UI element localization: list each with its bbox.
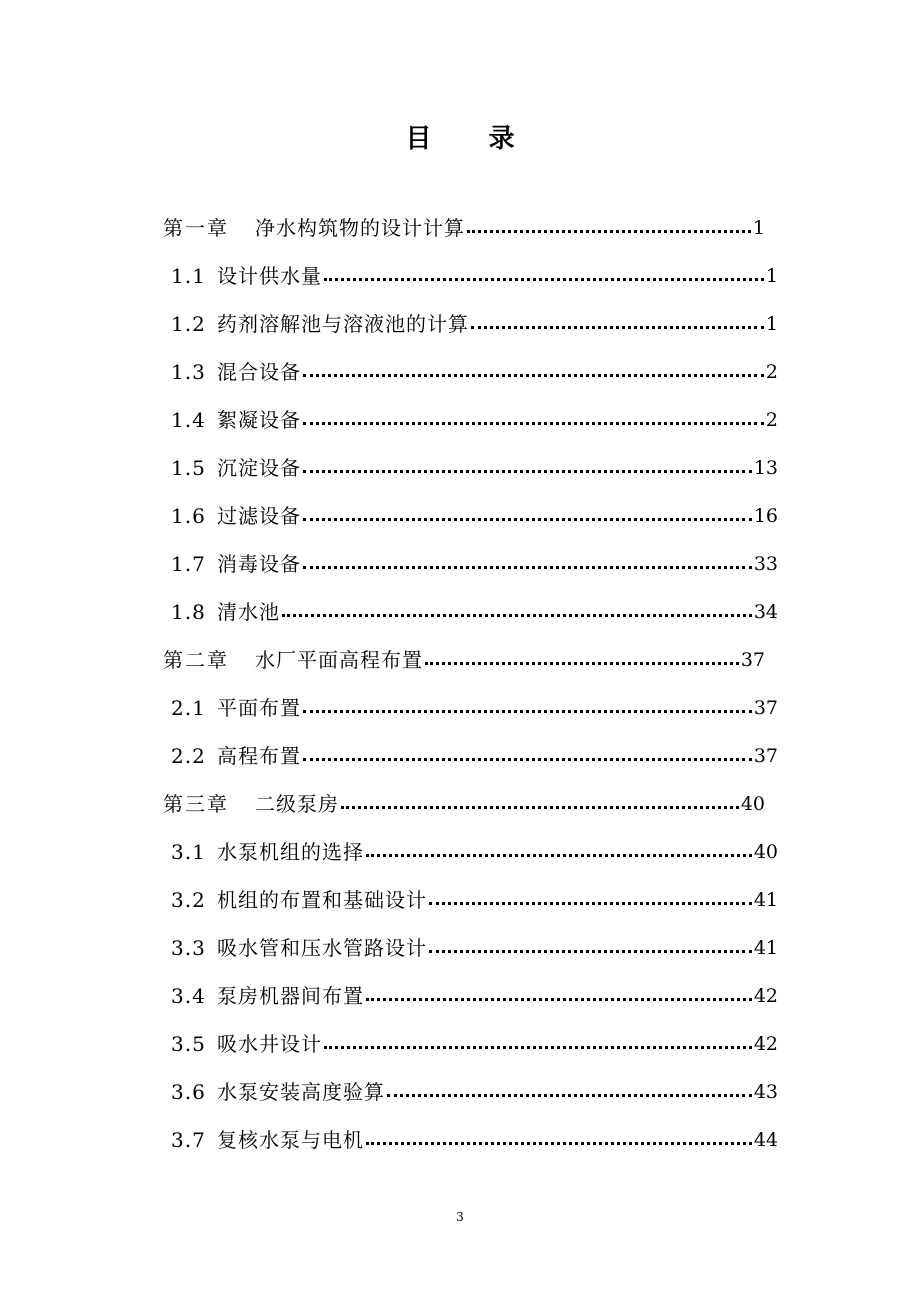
toc-entry-page: 1 <box>765 265 778 287</box>
toc-entry-label: 水泵机组的选择 <box>217 840 364 864</box>
toc-entry-number: 1.2 <box>171 312 206 336</box>
toc-entry-page: 43 <box>753 1081 778 1103</box>
toc-entry-page: 40 <box>740 793 765 815</box>
toc-entry-number: 3.4 <box>171 984 206 1008</box>
toc-entry-label: 药剂溶解池与溶液池的计算 <box>217 312 469 336</box>
page-title: 目 录 <box>405 124 539 154</box>
toc-entry-number: 3.2 <box>171 888 206 912</box>
toc-dot-leader <box>303 453 752 483</box>
toc-entry-label: 净水构筑物的设计计算 <box>255 216 465 240</box>
toc-entry-page: 41 <box>753 937 778 959</box>
toc-entry-page: 37 <box>740 649 765 671</box>
toc-entry-label: 机组的布置和基础设计 <box>217 888 427 912</box>
toc-entry-label: 设计供水量 <box>217 264 322 288</box>
toc-entry-1-5[interactable] <box>171 453 778 483</box>
toc-entry-1-8[interactable] <box>171 597 778 627</box>
toc-entry-3-2[interactable] <box>171 885 778 915</box>
toc-entry-page: 41 <box>753 889 778 911</box>
toc-entry-page: 2 <box>765 361 778 383</box>
toc-dot-leader <box>303 741 752 771</box>
toc-entry-3-7[interactable] <box>171 1125 778 1155</box>
toc-entry-1-4[interactable] <box>171 405 778 435</box>
toc-entry-label: 平面布置 <box>217 696 301 720</box>
toc-entry-3-1[interactable] <box>171 837 778 867</box>
toc-entry-label: 清水池 <box>217 600 280 624</box>
toc-entry-number: 2.2 <box>171 744 206 768</box>
toc-entry-page: 2 <box>765 409 778 431</box>
toc-dot-leader <box>366 1125 752 1155</box>
toc-dot-leader <box>303 357 764 387</box>
toc-entry-label: 吸水管和压水管路设计 <box>217 936 427 960</box>
toc-entry-page: 37 <box>753 745 778 767</box>
toc-dot-leader <box>303 501 752 531</box>
toc-entry-page: 44 <box>753 1129 778 1151</box>
toc-entry-number: 1.8 <box>171 600 206 624</box>
toc-entry-page: 1 <box>752 217 765 239</box>
toc-dot-leader <box>303 405 764 435</box>
toc-entry-3-5[interactable] <box>171 1029 778 1059</box>
toc-entry-label: 吸水井设计 <box>217 1032 322 1056</box>
toc-entry-page: 40 <box>753 841 778 863</box>
toc-entry-1-1[interactable] <box>171 261 778 291</box>
toc-entry-page: 33 <box>753 553 778 575</box>
toc-entry-page: 1 <box>765 313 778 335</box>
toc-entry-number: 1.5 <box>171 456 206 480</box>
toc-entry-chapter-3[interactable] <box>163 789 765 819</box>
toc-entry-chapter-2[interactable] <box>163 645 765 675</box>
toc-entry-number: 3.3 <box>171 936 206 960</box>
toc-dot-leader <box>425 645 739 675</box>
toc-dot-leader <box>303 549 752 579</box>
toc-entry-number: 第一章 <box>163 216 229 240</box>
toc-dot-leader <box>471 309 764 339</box>
toc-entry-number: 1.1 <box>171 264 206 288</box>
toc-entry-page: 37 <box>753 697 778 719</box>
toc-entry-number: 1.3 <box>171 360 206 384</box>
toc-entry-label: 高程布置 <box>217 744 301 768</box>
toc-entry-label: 消毒设备 <box>217 552 301 576</box>
toc-dot-leader <box>387 1077 752 1107</box>
toc-dot-leader <box>429 885 752 915</box>
toc-entry-number: 3.7 <box>171 1128 206 1152</box>
toc-entry-number: 3.5 <box>171 1032 206 1056</box>
toc-entry-number: 第二章 <box>163 648 229 672</box>
toc-entry-1-3[interactable] <box>171 357 778 387</box>
toc-dot-leader <box>467 213 751 243</box>
toc-entry-label: 絮凝设备 <box>217 408 301 432</box>
toc-entry-number: 2.1 <box>171 696 206 720</box>
toc-entry-page: 42 <box>753 985 778 1007</box>
toc-entry-1-6[interactable] <box>171 501 778 531</box>
toc-entry-3-4[interactable] <box>171 981 778 1011</box>
toc-entry-chapter-1[interactable] <box>163 213 765 243</box>
toc-entry-label: 水厂平面高程布置 <box>255 648 423 672</box>
toc-dot-leader <box>366 837 752 867</box>
toc-entry-page: 42 <box>753 1033 778 1055</box>
toc-dot-leader <box>324 261 764 291</box>
toc-entry-label: 沉淀设备 <box>217 456 301 480</box>
toc-entry-2-2[interactable] <box>171 741 778 771</box>
toc-entry-label: 混合设备 <box>217 360 301 384</box>
toc-entry-number: 第三章 <box>163 792 229 816</box>
toc-entry-label: 复核水泵与电机 <box>217 1128 364 1152</box>
toc-entry-page: 16 <box>753 505 778 527</box>
page-number: 3 <box>456 1210 464 1224</box>
toc-entry-label: 泵房机器间布置 <box>217 984 364 1008</box>
toc-entry-3-3[interactable] <box>171 933 778 963</box>
toc-entry-label: 二级泵房 <box>255 792 339 816</box>
toc-entry-1-7[interactable] <box>171 549 778 579</box>
toc-entry-1-2[interactable] <box>171 309 778 339</box>
toc-dot-leader <box>341 789 739 819</box>
toc-entry-page: 13 <box>753 457 778 479</box>
toc-dot-leader <box>303 693 752 723</box>
toc-entry-2-1[interactable] <box>171 693 778 723</box>
toc-entry-number: 1.4 <box>171 408 206 432</box>
toc-dot-leader <box>324 1029 752 1059</box>
toc-entry-label: 水泵安装高度验算 <box>217 1080 385 1104</box>
toc-entry-number: 3.1 <box>171 840 206 864</box>
toc-dot-leader <box>429 933 752 963</box>
toc-entry-3-6[interactable] <box>171 1077 778 1107</box>
toc-entry-number: 1.7 <box>171 552 206 576</box>
toc-dot-leader <box>282 597 752 627</box>
toc-entry-number: 1.6 <box>171 504 206 528</box>
toc-entry-label: 过滤设备 <box>217 504 301 528</box>
toc-entry-page: 34 <box>753 601 778 623</box>
toc-dot-leader <box>366 981 752 1011</box>
toc-entry-number: 3.6 <box>171 1080 206 1104</box>
